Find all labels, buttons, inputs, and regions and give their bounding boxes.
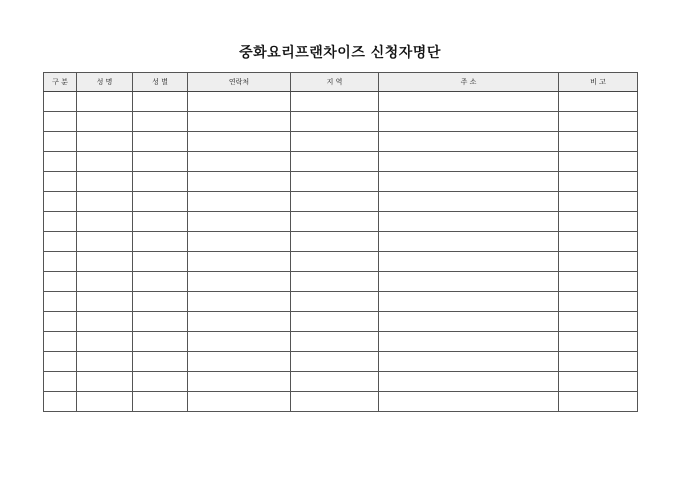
table-cell [133,132,188,152]
table-cell [44,312,77,332]
table-cell [559,292,638,312]
table-cell [133,392,188,412]
table-cell [77,172,133,192]
table-cell [133,252,188,272]
table-cell [379,292,559,312]
table-cell [44,132,77,152]
table-row [44,252,638,272]
table-cell [291,312,379,332]
header-category: 구 분 [44,73,77,92]
table-cell [379,332,559,352]
header-contact: 연락처 [188,73,291,92]
table-row [44,232,638,252]
table-body [44,92,638,412]
table-cell [133,212,188,232]
table-cell [77,112,133,132]
table-cell [133,232,188,252]
table-cell [379,252,559,272]
table-cell [188,192,291,212]
table-row [44,132,638,152]
table-cell [77,192,133,212]
table-cell [133,92,188,112]
table-cell [44,252,77,272]
table-cell [44,392,77,412]
table-cell [44,152,77,172]
table-cell [291,152,379,172]
table-cell [559,252,638,272]
table-row [44,292,638,312]
table-cell [77,132,133,152]
table-cell [559,272,638,292]
table-cell [133,292,188,312]
table-cell [77,152,133,172]
table-cell [379,352,559,372]
table-cell [291,112,379,132]
table-cell [291,292,379,312]
header-remarks: 비 고 [559,73,638,92]
table-cell [188,312,291,332]
table-cell [77,312,133,332]
table-cell [291,372,379,392]
header-name: 성 명 [77,73,133,92]
table-row [44,112,638,132]
table-cell [559,352,638,372]
table-cell [291,232,379,252]
table-cell [291,212,379,232]
table-cell [188,172,291,192]
table-cell [77,92,133,112]
table-row [44,192,638,212]
table-cell [291,92,379,112]
table-cell [559,192,638,212]
table-cell [77,372,133,392]
table-cell [379,132,559,152]
table-cell [291,192,379,212]
table-cell [133,172,188,192]
header-address: 주 소 [379,73,559,92]
table-cell [379,312,559,332]
table-cell [188,152,291,172]
table-cell [379,152,559,172]
table-cell [188,292,291,312]
table-row [44,172,638,192]
table-cell [133,192,188,212]
table-cell [44,192,77,212]
table-cell [188,272,291,292]
table-cell [379,392,559,412]
table-cell [44,112,77,132]
table-cell [77,332,133,352]
table-cell [291,352,379,372]
table-cell [44,292,77,312]
table-cell [379,212,559,232]
table-header-row [44,73,638,92]
table-cell [559,132,638,152]
table-row [44,312,638,332]
table-cell [559,152,638,172]
table-cell [188,332,291,352]
table-cell [133,372,188,392]
table-cell [379,192,559,212]
table-cell [559,232,638,252]
table-cell [188,132,291,152]
table-cell [291,392,379,412]
table-cell [133,352,188,372]
header-region: 지 역 [291,73,379,92]
table-cell [44,272,77,292]
table-cell [188,112,291,132]
page-title: 중화요리프랜차이즈 신청자명단 [239,45,441,61]
table-cell [291,132,379,152]
table-cell [379,372,559,392]
table-cell [559,372,638,392]
table-cell [188,212,291,232]
table-row [44,212,638,232]
table-cell [77,232,133,252]
table-cell [133,332,188,352]
table-cell [77,212,133,232]
table-cell [559,92,638,112]
table-cell [379,112,559,132]
table-cell [44,232,77,252]
table-cell [379,92,559,112]
table-cell [559,112,638,132]
table-row [44,392,638,412]
table-cell [559,212,638,232]
table-cell [44,352,77,372]
table-cell [188,92,291,112]
table-cell [77,292,133,312]
header-gender: 성 별 [133,73,188,92]
table-cell [44,212,77,232]
table-cell [77,352,133,372]
table-cell [188,392,291,412]
table-cell [379,272,559,292]
table-cell [77,392,133,412]
table-cell [188,232,291,252]
table-cell [133,152,188,172]
table-row [44,272,638,292]
table-cell [379,232,559,252]
table-cell [133,312,188,332]
table-cell [188,352,291,372]
table-cell [379,172,559,192]
table-cell [77,252,133,272]
table-cell [44,92,77,112]
table-row [44,352,638,372]
table-row [44,92,638,112]
table-cell [559,172,638,192]
table-cell [44,172,77,192]
table-cell [291,252,379,272]
table-cell [188,252,291,272]
table-row [44,372,638,392]
table-cell [133,112,188,132]
table-cell [44,332,77,352]
table-cell [291,332,379,352]
table-cell [559,312,638,332]
table-row [44,332,638,352]
table-cell [77,272,133,292]
table-cell [291,172,379,192]
table-cell [559,332,638,352]
table-cell [188,372,291,392]
applicant-roster-table [43,72,638,412]
table-cell [559,392,638,412]
table-row [44,152,638,172]
table-cell [44,372,77,392]
table-cell [291,272,379,292]
table-cell [133,272,188,292]
